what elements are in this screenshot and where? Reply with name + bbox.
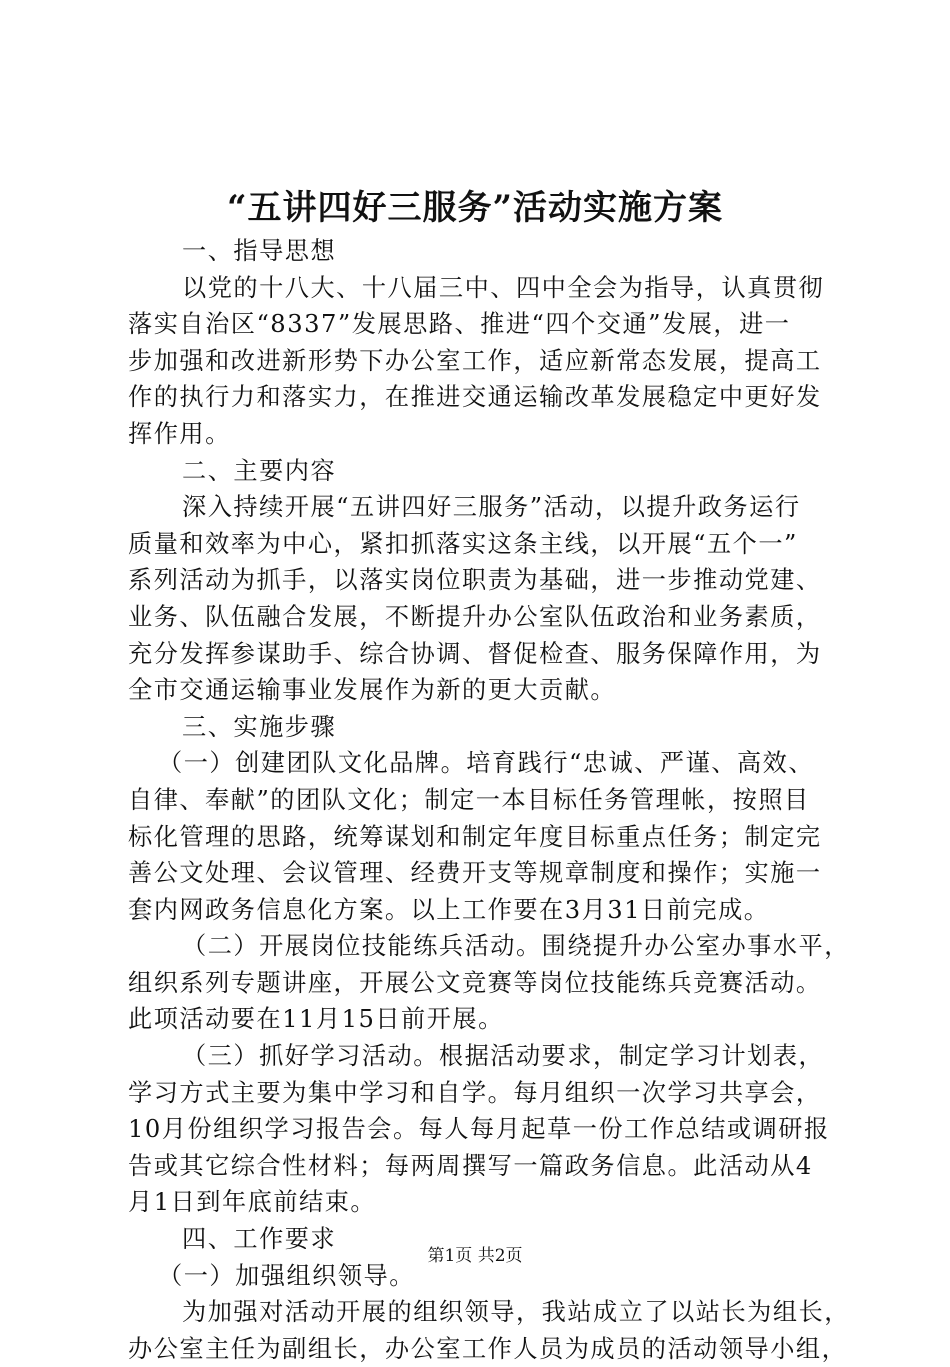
paragraph-line: （三）抓好学习活动。根据活动要求，制定学习计划表， [182, 1042, 825, 1071]
paragraph-line: 月1日到年底前结束。 [128, 1188, 377, 1217]
paragraph-line: （一）创建团队文化品牌。培育践行“忠诚、严谨、高效、 [158, 749, 815, 778]
paragraph-line: 充分发挥参谋助手、综合协调、督促检查、服务保障作用，为 [128, 639, 822, 668]
paragraph-line: 学习方式主要为集中学习和自学。每月组织一次学习共享会， [128, 1078, 822, 1107]
section-heading-main-content: 二、主要内容 [182, 456, 337, 485]
paragraph-line: 10月份组织学习报告会。每人每月起草一份工作总结或调研报 [128, 1115, 830, 1144]
page-number-footer: 第1页 共2页 [427, 1246, 523, 1266]
paragraph-line: 组织系列专题讲座，开展公文竞赛等岗位技能练兵竞赛活动。 [128, 968, 822, 997]
paragraph-line: 落实自治区“8337”发展思路、推进“四个交通”发展，进一 [128, 310, 791, 339]
paragraph-line: 挥作用。 [128, 419, 231, 448]
paragraph-line: 套内网政务信息化方案。以上工作要在3月31日前完成。 [128, 895, 770, 924]
paragraph-line: 此项活动要在11月15日前开展。 [128, 1005, 504, 1034]
paragraph-line: 善公文处理、会议管理、经费开支等规章制度和操作；实施一 [128, 859, 822, 888]
paragraph-line: 办公室主任为副组长，办公室工作人员为成员的活动领导小组， [128, 1334, 848, 1363]
paragraph-line: 质量和效率为中心，紧扣抓落实这条主线，以开展“五个一” [128, 529, 798, 558]
section-heading-work-requirements: 四、工作要求 [182, 1225, 337, 1254]
paragraph-line: 步加强和改进新形势下办公室工作，适应新常态发展，提高工 [128, 346, 822, 375]
paragraph-line: 深入持续开展“五讲四好三服务”活动，以提升政务运行 [182, 493, 801, 522]
document-body [128, 233, 855, 1367]
paragraph-line: 标化管理的思路，统筹谋划和制定年度目标重点任务；制定完 [128, 822, 822, 851]
paragraph-line: 自律、奉献”的团队文化；制定一本目标任务管理帐，按照目 [128, 785, 810, 814]
paragraph-line: 全市交通运输事业发展作为新的更大贡献。 [128, 676, 617, 705]
paragraph-line: （二）开展岗位技能练兵活动。围绕提升办公室办事水平， [182, 932, 850, 961]
paragraph-line: 告或其它综合性材料；每两周撰写一篇政务信息。此活动从4 [128, 1151, 813, 1180]
paragraph-line: 为加强对活动开展的组织领导，我站成立了以站长为组长， [182, 1298, 850, 1327]
paragraph-line: 以党的十八大、十八届三中、四中全会为指导，认真贯彻 [182, 273, 825, 302]
document-title: “五讲四好三服务”活动实施方案 [226, 188, 724, 228]
paragraph-line: 系列活动为抓手，以落实岗位职责为基础，进一步推动党建、 [128, 566, 822, 595]
subsection-heading: （一）加强组织领导。 [158, 1261, 415, 1290]
paragraph-line: 作的执行力和落实力，在推进交通运输改革发展稳定中更好发 [128, 383, 822, 412]
section-heading-guiding-thought: 一、指导思想 [182, 237, 337, 265]
paragraph-line: 业务、队伍融合发展，不断提升办公室队伍政治和业务素质， [128, 602, 822, 631]
section-heading-implementation-steps: 三、实施步骤 [182, 712, 337, 741]
